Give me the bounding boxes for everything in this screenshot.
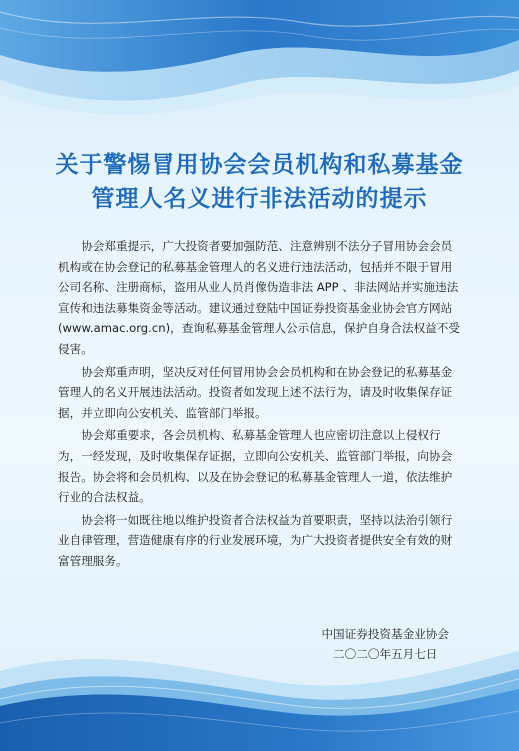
notice-title-line-1: 关于警惕冒用协会会员机构和私募基金	[55, 152, 464, 178]
bottom-wave-decoration	[0, 641, 519, 751]
notice-body	[58, 236, 460, 574]
paragraph-3: 协会郑重要求，各会员机构、私募基金管理人也应密切注意以上侵权行为，一经发现，及时收集保存证据，立即向公安机关、监管部门举报，向协会报告。协会将和会员机构、以及在协会登记的私募基金管理人一道，依法维护行业的合法权益。	[58, 428, 453, 505]
paragraph-2: 协会郑重声明，坚决反对任何冒用协会会员机构和在协会登记的私募基金管理人的名义开展违法活动。投资者如发现上述不法行为，请及时收集保存证据，并立即向公安机关、监管部门举报。	[58, 364, 453, 420]
paragraph-1: 协会郑重提示，广大投资者要加强防范、注意辨别不法分子冒用协会会员机构或在协会登记的私募基金管理人的名义进行违法活动，包括并不限于冒用公司名称、注册商标，盗用从业人员肖像伪造非法 APP 、非法网站并实施违法宣传和违法募集资金等活动。建议通过登陆中国证券投资基金业协会官方网站(www.amac.org.cn)，查询私募基金管理人公示信息，保护自身合法权益不受侵害。	[58, 239, 460, 356]
signature-org: 中国证券投资基金业协会	[321, 627, 449, 641]
top-wave-decoration	[0, 0, 519, 130]
paragraph-4: 协会将一如既往地以维护投资者合法权益为首要职责，坚持以法治引领行业自律管理，营造健康有序的行业发展环境，为广大投资者提供安全有效的财富管理服务。	[58, 512, 453, 568]
notice-title-line-2: 管理人名义进行非法活动的提示	[91, 186, 428, 212]
signature-date: 二〇二〇年五月七日	[333, 647, 438, 661]
